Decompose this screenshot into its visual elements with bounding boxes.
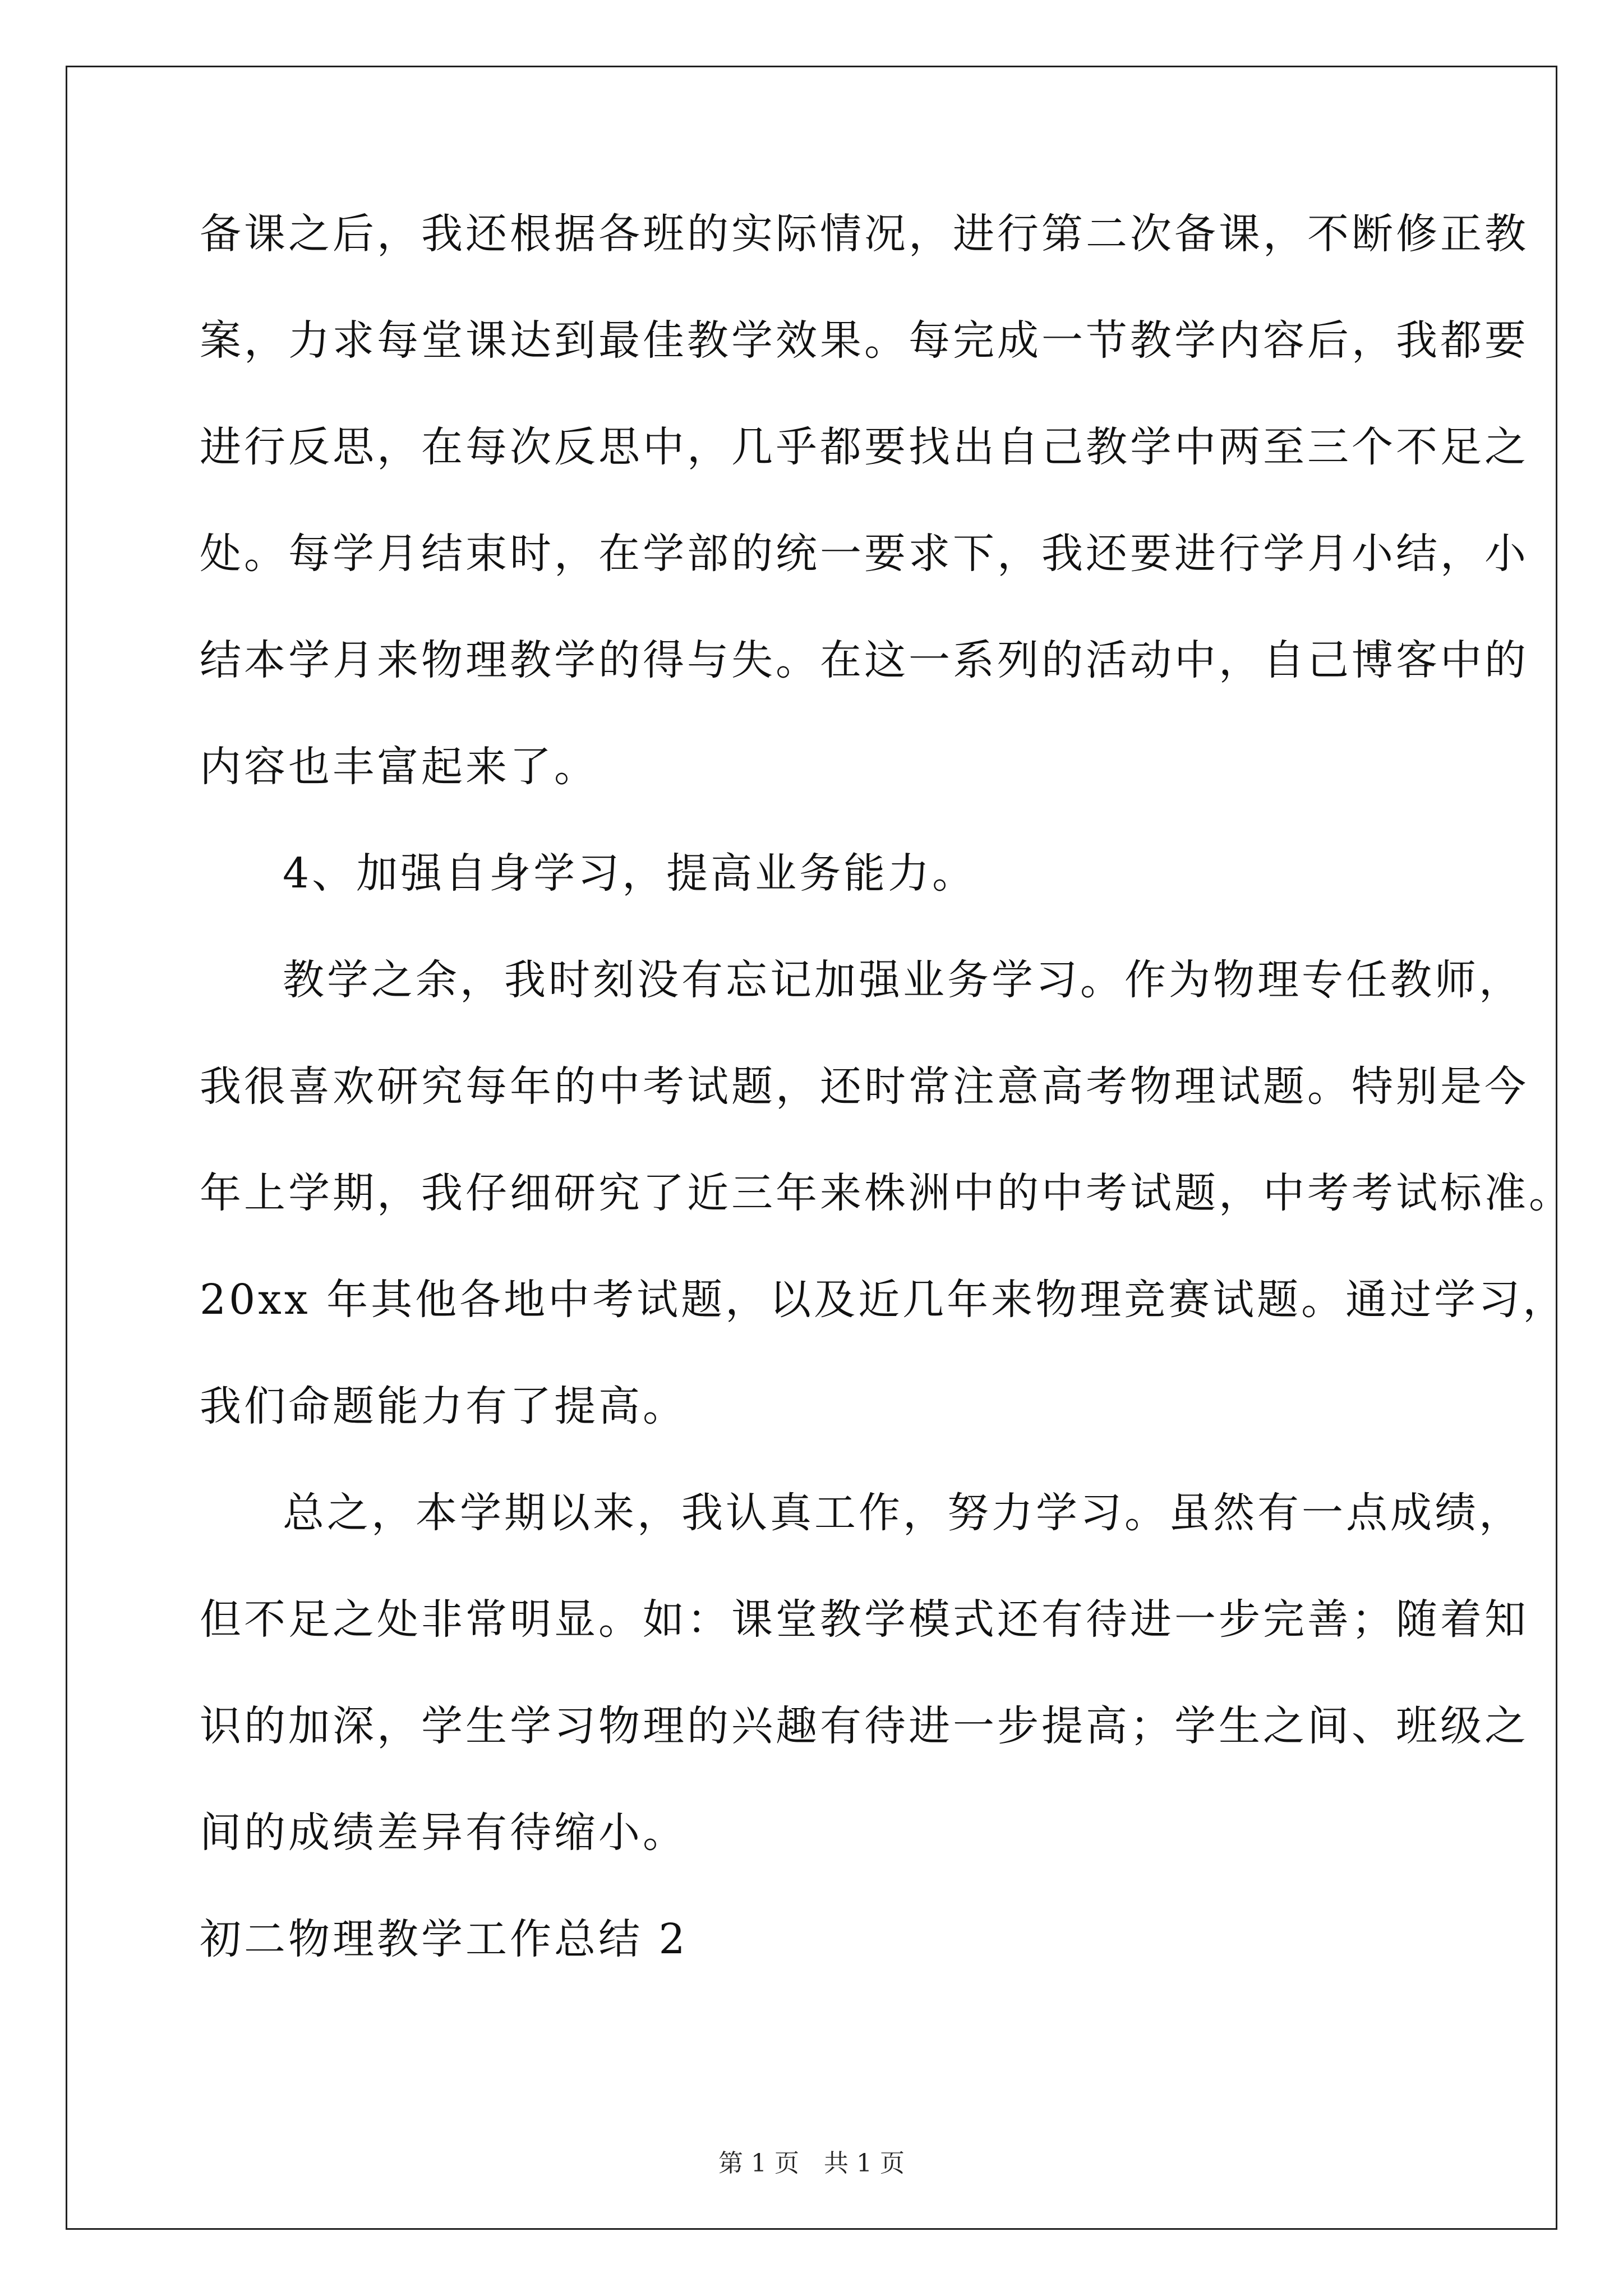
numbered-heading-line: 4、加强自身学习，提高业务能力。 [283,849,977,898]
page-footer: 第 1 页 共 1 页 [718,2149,905,2178]
paragraph-line: 我们命题能力有了提高。 [200,1382,687,1430]
paragraph-line: 备课之后，我还根据各班的实际情况，进行第二次备课，不断修正教 [200,210,1529,258]
paragraph-line: 识的加深，学生学习物理的兴趣有待进一步提高；学生之间、班级之 [200,1702,1529,1750]
paragraph-line: 我很喜欢研究每年的中考试题，还时常注意高考物理试题。特别是今 [200,1062,1529,1111]
paragraph-line: 处。每学月结束时，在学部的统一要求下，我还要进行学月小结，小 [200,530,1529,578]
paragraph-line: 总之，本学期以来，我认真工作，努力学习。虽然有一点成绩， [283,1489,1523,1537]
paragraph-line: 进行反思，在每次反思中，几乎都要找出自己教学中两至三个不足之 [200,423,1529,471]
paragraph-line: 内容也丰富起来了。 [200,743,598,791]
document-body [200,210,1573,2025]
paragraph-line: 但不足之处非常明显。如：课堂教学模式还有待进一步完善；随着知 [200,1595,1529,1644]
paragraph-line: 教学之余，我时刻没有忘记加强业务学习。作为物理专任教师， [283,956,1523,1004]
paragraph-line: 20xx 年其他各地中考试题，以及近几年来物理竞赛试题。通过学习， [200,1276,1567,1324]
paragraph-line: 间的成绩差异有待缩小。 [200,1809,687,1857]
paragraph-line: 结本学月来物理教学的得与失。在这一系列的活动中，自己博客中的 [200,636,1529,684]
section-heading: 初二物理教学工作总结 2 [200,1915,688,1963]
paragraph-line: 案，力求每堂课达到最佳教学效果。每完成一节教学内容后，我都要 [200,316,1529,365]
paragraph-line: 年上学期，我仔细研究了近三年来株洲中的中考试题，中考考试标准。 [200,1169,1573,1217]
